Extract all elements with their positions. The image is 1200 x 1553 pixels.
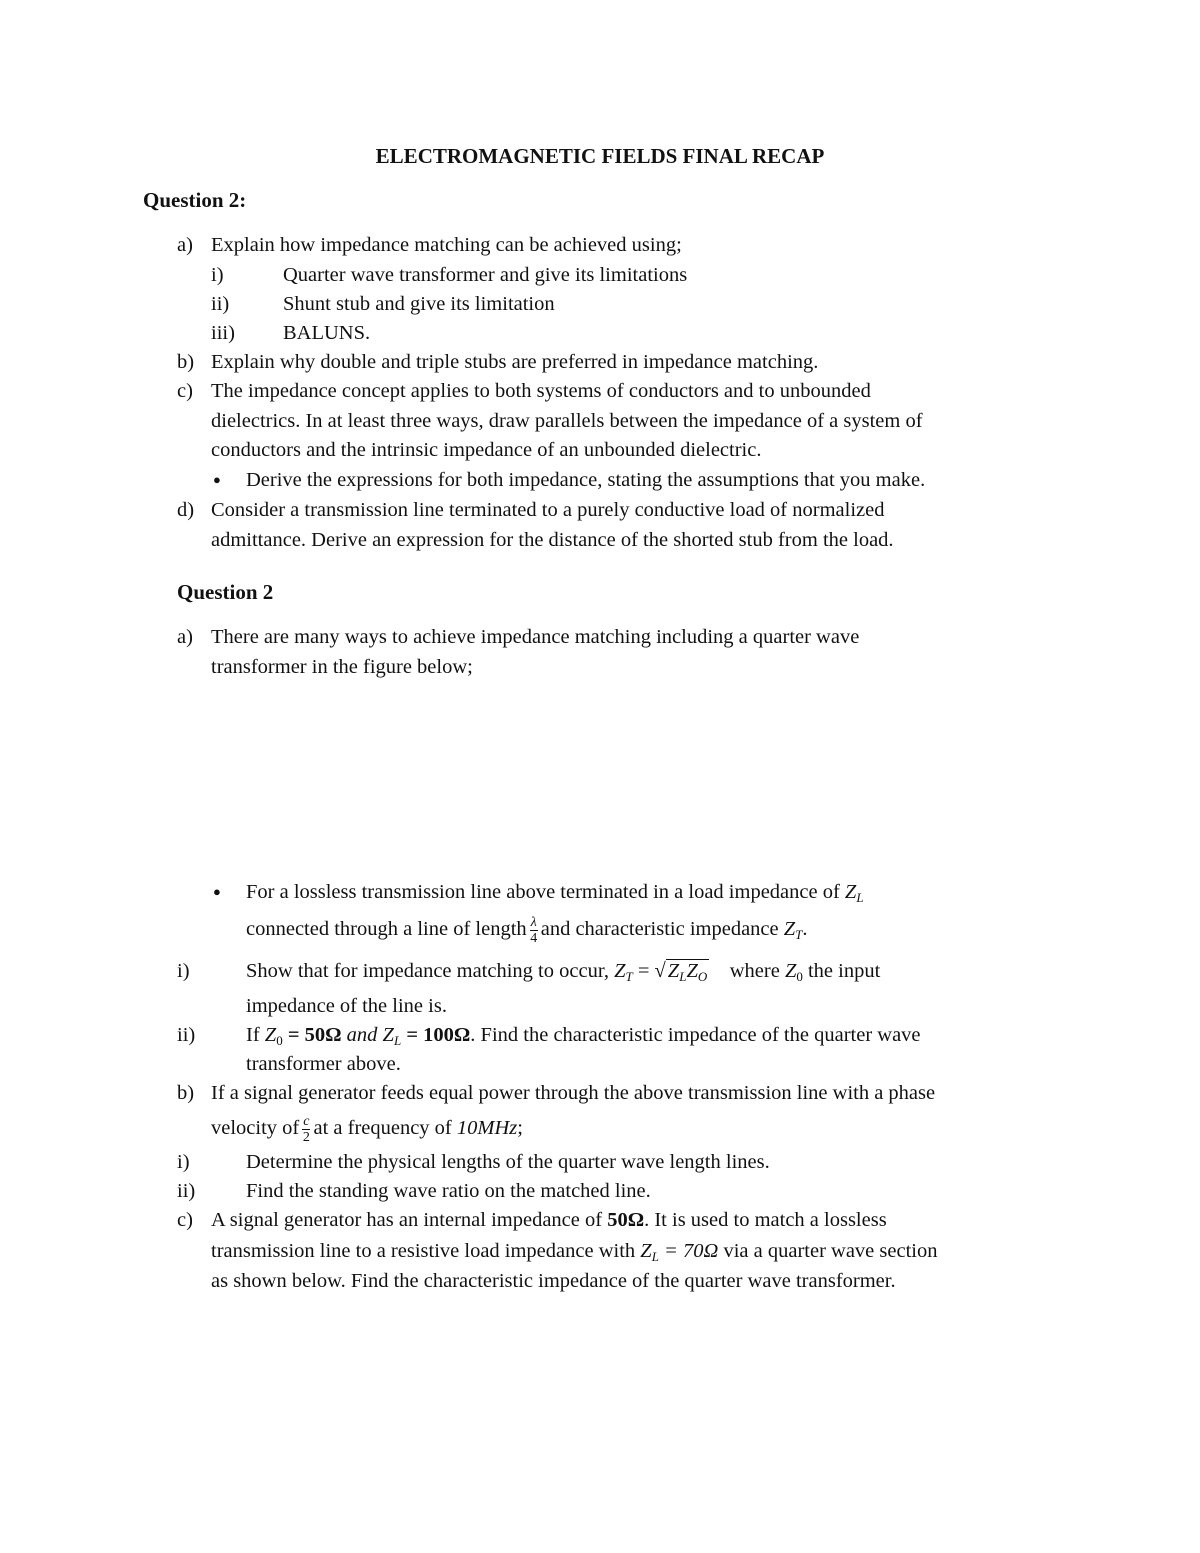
q1-c-line: conductors and the intrinsic impedance of an unbounded dielectric.	[211, 439, 762, 461]
q2-b-item-text: Find the standing wave ratio on the matched line.	[246, 1180, 651, 1202]
q2-b-label: b)	[177, 1082, 195, 1104]
q2-bullet-line-1: For a lossless transmission line above terminated in a load impedance of $Z_L$	[246, 881, 864, 905]
q2-c-line-3: as shown below. Find the characteristic impedance of the quarter wave transformer.	[211, 1270, 896, 1292]
q1-a-item-label: ii)	[211, 293, 230, 315]
q1-a-item-text: Shunt stub and give its limitation	[283, 293, 555, 315]
q2-i-line-2: impedance of the line is.	[246, 995, 447, 1017]
q1-d-line: Consider a transmission line terminated to a purely conductive load of normalized	[211, 499, 885, 521]
q2-c-line-1: A signal generator has an internal impedance of 50Ω. It is used to match a lossless	[211, 1209, 887, 1231]
q1-c-label: c)	[177, 380, 193, 402]
page-title: ELECTROMAGNETIC FIELDS FINAL RECAP	[375, 144, 825, 168]
q2-b-line-2: velocity of $\frac{c}{2}$ at a frequency of 10MHz;	[211, 1114, 523, 1145]
q2-b-line-1: If a signal generator feeds equal power through the above transmission line with a phase	[211, 1082, 936, 1104]
q2-i-label: i)	[177, 960, 190, 982]
bullet-icon: ●	[213, 884, 221, 899]
q2-a-line: There are many ways to achieve impedance matching including a quarter wave	[211, 626, 860, 648]
q1-b-text: Explain why double and triple stubs are preferred in impedance matching.	[211, 351, 819, 373]
q1-c-line: dielectrics. In at least three ways, draw parallels between the impedance of a system of	[211, 410, 923, 432]
q2-c-line-2: transmission line to a resistive load impedance with $Z_L = 70\Omega$ via a quarter wave section	[211, 1240, 938, 1264]
q1-a-label: a)	[177, 234, 193, 256]
lambda-over-4-fraction: $\frac{\lambda}{4}$	[530, 915, 538, 946]
q1-d-line: admittance. Derive an expression for the distance of the shorted stub from the load.	[211, 529, 894, 551]
question-heading-2: Question 2	[177, 580, 274, 604]
q2-a-label: a)	[177, 626, 193, 648]
question-heading-1: Question 2:	[143, 188, 247, 212]
bullet-icon: ●	[213, 472, 221, 487]
q2-ii-line-2: transformer above.	[246, 1053, 401, 1075]
q1-d-label: d)	[177, 499, 195, 521]
q2-ii-label: ii)	[177, 1024, 196, 1046]
q1-b-label: b)	[177, 351, 195, 373]
q1-a-item-text: BALUNS.	[283, 322, 371, 344]
q2-b-item-label: i)	[177, 1151, 190, 1173]
q1-c-line: The impedance concept applies to both systems of conductors and to unbounded	[211, 380, 871, 402]
q2-i-line-1: Show that for impedance matching to occur, $Z_T = √Z_LZ_O$ where $Z_0$ the input	[246, 960, 881, 984]
q2-ii-line-1: If $Z_0 = 50\Omega$ and $Z_L = 100\Omega$. Find the characteristic impedance of the quarter wave	[246, 1024, 921, 1048]
q2-b-item-text: Determine the physical lengths of the quarter wave length lines.	[246, 1151, 770, 1173]
c-over-2-fraction: $\frac{c}{2}$	[302, 1114, 310, 1145]
q1-a-item-text: Quarter wave transformer and give its limitations	[283, 264, 688, 286]
q2-c-label: c)	[177, 1209, 193, 1231]
q1-c-bullet-text: Derive the expressions for both impedance, stating the assumptions that you make.	[246, 469, 926, 491]
q1-a-text: Explain how impedance matching can be achieved using;	[211, 234, 682, 256]
q2-bullet-line-2: connected through a line of length $\frac{\lambda}{4}$ and characteristic impedance $Z_T$.	[246, 915, 808, 946]
q1-a-item-label: iii)	[211, 322, 235, 344]
q2-a-line: transformer in the figure below;	[211, 656, 473, 678]
q1-a-item-label: i)	[211, 264, 224, 286]
q2-b-item-label: ii)	[177, 1180, 196, 1202]
